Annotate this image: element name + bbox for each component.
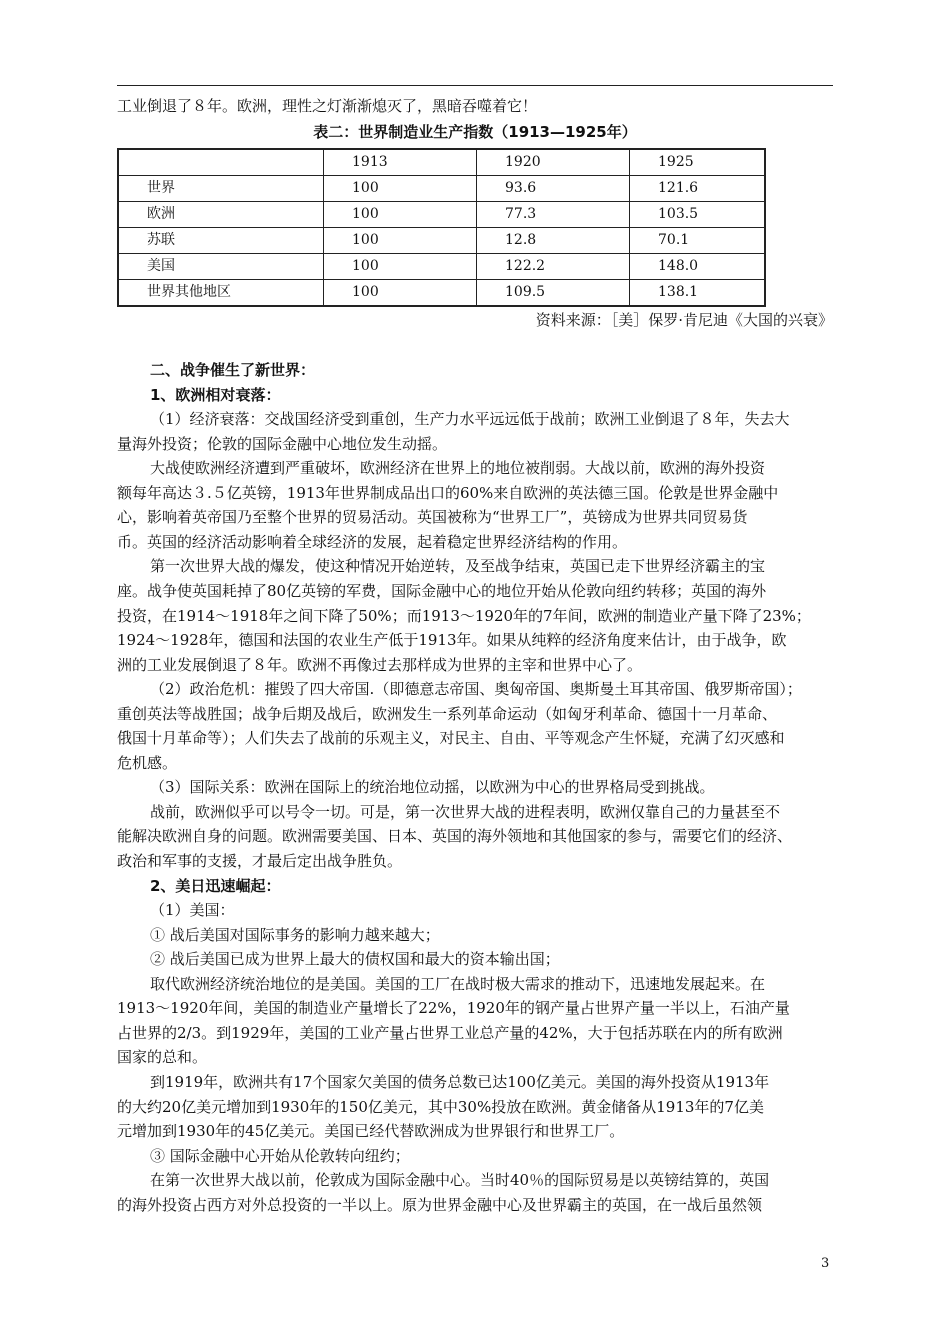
table-header-row xyxy=(118,149,765,176)
table-cell: 100 xyxy=(324,254,477,280)
body-line: 投资，在1914～1918年之间下降了50%；而1913～1920年的7年间，欧洲的制造业产量下降了23%； xyxy=(117,606,811,625)
table-cell: 美国 xyxy=(118,254,324,280)
table-source: 资料来源：［美］保罗·肯尼迪《大国的兴衰》 xyxy=(535,311,833,329)
table-cell: 苏联 xyxy=(118,228,324,254)
table-row xyxy=(118,254,765,280)
intro-line: 工业倒退了８年。欧洲，理性之灯渐渐熄灭了，黑暗吞噬着它！ xyxy=(117,97,538,115)
body-line: 能解决欧洲自身的问题。欧洲需要美国、日本、英国的海外领地和其他国家的参与，需要它们的经济、 xyxy=(117,827,793,846)
table-cell: 12.8 xyxy=(477,228,630,254)
body-line: 国家的总和。 xyxy=(117,1048,208,1067)
body-line: 的海外投资占西方对外总投资的一半以上。原为世界金融中心及世界霸主的英国，在一战后虽然领 xyxy=(117,1195,763,1214)
table-cell: 77.3 xyxy=(477,202,630,228)
body-line: 取代欧洲经济统治地位的是美国。美国的工厂在战时极大需求的推动下，迅速地发展起来。在 xyxy=(150,974,766,993)
manufacturing-index-table xyxy=(117,148,766,307)
body-line: ① 战后美国对国际事务的影响力越来越大； xyxy=(150,925,440,944)
body-line: （1）经济衰落：交战国经济受到重创，生产力水平远远低于战前；欧洲工业倒退了８年，失去大 xyxy=(150,410,790,429)
body-line: 在第一次世界大战以前，伦敦成为国际金融中心。当时40％的国际贸易是以英镑结算的，英国 xyxy=(150,1171,770,1190)
table-header-cell: 1920 xyxy=(477,149,630,176)
section-heading: 1、欧洲相对衰落： xyxy=(150,385,281,404)
table-header-cell: 1913 xyxy=(324,149,477,176)
body-line: 大战使欧洲经济遭到严重破坏，欧洲经济在世界上的地位被削弱。大战以前，欧洲的海外投资 xyxy=(150,459,766,478)
body-line: 币。英国的经济活动影响着全球经济的发展，起着稳定世界经济结构的作用。 xyxy=(117,532,628,551)
header-rule xyxy=(117,85,833,86)
body-line: 重创英法等战胜国；战争后期及战后，欧洲发生一系列革命运动（如匈牙利革命、德国十一月革命、 xyxy=(117,704,778,723)
body-line: 座。战争使英国耗掉了80亿英镑的军费，国际金融中心的地位开始从伦敦向纽约转移；英国的海外 xyxy=(117,581,767,600)
table-row xyxy=(118,280,765,307)
table-title: 表二：世界制造业生产指数（1913—1925年） xyxy=(313,123,637,141)
table-cell: 70.1 xyxy=(630,228,766,254)
table-cell: 世界其他地区 xyxy=(118,280,324,307)
body-line: ③ 国际金融中心开始从伦敦转向纽约； xyxy=(150,1146,410,1165)
body-line: （3）国际关系：欧洲在国际上的统治地位动摇，以欧洲为中心的世界格局受到挑战。 xyxy=(150,778,715,797)
table-row xyxy=(118,202,765,228)
body-line: 占世界的2/3。到1929年，美国的工业产量占世界工业总产量的42%，大于包括苏联在内的所有欧洲 xyxy=(117,1023,783,1042)
body-line: （2）政治危机：摧毁了四大帝国.（即德意志帝国、奥匈帝国、奥斯曼土耳其帝国、俄罗斯帝国）； xyxy=(150,680,802,699)
table-cell: 100 xyxy=(324,228,477,254)
body-line: 到1919年，欧洲共有17个国家欠美国的债务总数已达100亿美元。美国的海外投资从1913年 xyxy=(150,1072,770,1091)
table-cell: 148.0 xyxy=(630,254,766,280)
page-number: 3 xyxy=(821,1256,830,1271)
section-heading: 二、战争催生了新世界： xyxy=(150,361,316,379)
body-line: 心，影响着英帝国乃至整个世界的贸易活动。英国被称为“世界工厂”，英镑成为世界共同贸易货 xyxy=(117,508,748,527)
body-line: 危机感。 xyxy=(117,753,178,772)
table-row xyxy=(118,228,765,254)
table-cell: 100 xyxy=(324,176,477,202)
body-line: 量海外投资；伦敦的国际金融中心地位发生动摇。 xyxy=(117,434,448,453)
table-cell: 138.1 xyxy=(630,280,766,307)
table-cell: 122.2 xyxy=(477,254,630,280)
table-cell: 93.6 xyxy=(477,176,630,202)
body-line: （1）美国： xyxy=(150,901,235,920)
body-line: 元增加到1930年的45亿美元。美国已经代替欧洲成为世界银行和世界工厂。 xyxy=(117,1122,625,1141)
body-line: 1913～1920年间，美国的制造业产量增长了22%，1920年的钢产量占世界产量一半以上，石油产量 xyxy=(117,999,790,1018)
table-cell: 103.5 xyxy=(630,202,766,228)
body-line: 战前，欧洲似乎可以号令一切。可是，第一次世界大战的进程表明，欧洲仅靠自己的力量甚至不 xyxy=(150,802,781,821)
table-cell: 121.6 xyxy=(630,176,766,202)
body-line: 的大约20亿美元增加到1930年的150亿美元，其中30%投放在欧洲。黄金储备从1913年的7亿美 xyxy=(117,1097,764,1116)
table-cell: 100 xyxy=(324,202,477,228)
body-line: ② 战后美国已成为世界上最大的债权国和最大的资本输出国； xyxy=(150,950,560,969)
table-cell: 世界 xyxy=(118,176,324,202)
section-heading: 2、美日迅速崛起： xyxy=(150,876,281,895)
body-line: 第一次世界大战的爆发，使这种情况开始逆转，及至战争结束，英国已走下世界经济霸主的宝 xyxy=(150,557,766,576)
body-line: 洲的工业发展倒退了８年。欧洲不再像过去那样成为世界的主宰和世界中心了。 xyxy=(117,655,643,674)
body-line: 1924～1928年，德国和法国的农业生产低于1913年。如果从纯粹的经济角度来估计，由于战争，欧 xyxy=(117,631,787,650)
table-cell: 100 xyxy=(324,280,477,307)
table-header-cell xyxy=(118,149,324,176)
body-line: 政治和军事的支援，才最后定出战争胜负。 xyxy=(117,852,403,870)
body-line: 额每年高达３.５亿英镑，1913年世界制成品出口的60%来自欧洲的英法德三国。伦敦是世界金融中 xyxy=(117,483,779,502)
table-header-cell: 1925 xyxy=(630,149,766,176)
table-cell: 欧洲 xyxy=(118,202,324,228)
body-line: 俄国十月革命等）；人们失去了战前的乐观主义，对民主、自由、平等观念产生怀疑，充满了幻灭感和 xyxy=(117,729,785,748)
table-cell: 109.5 xyxy=(477,280,630,307)
table-row xyxy=(118,176,765,202)
